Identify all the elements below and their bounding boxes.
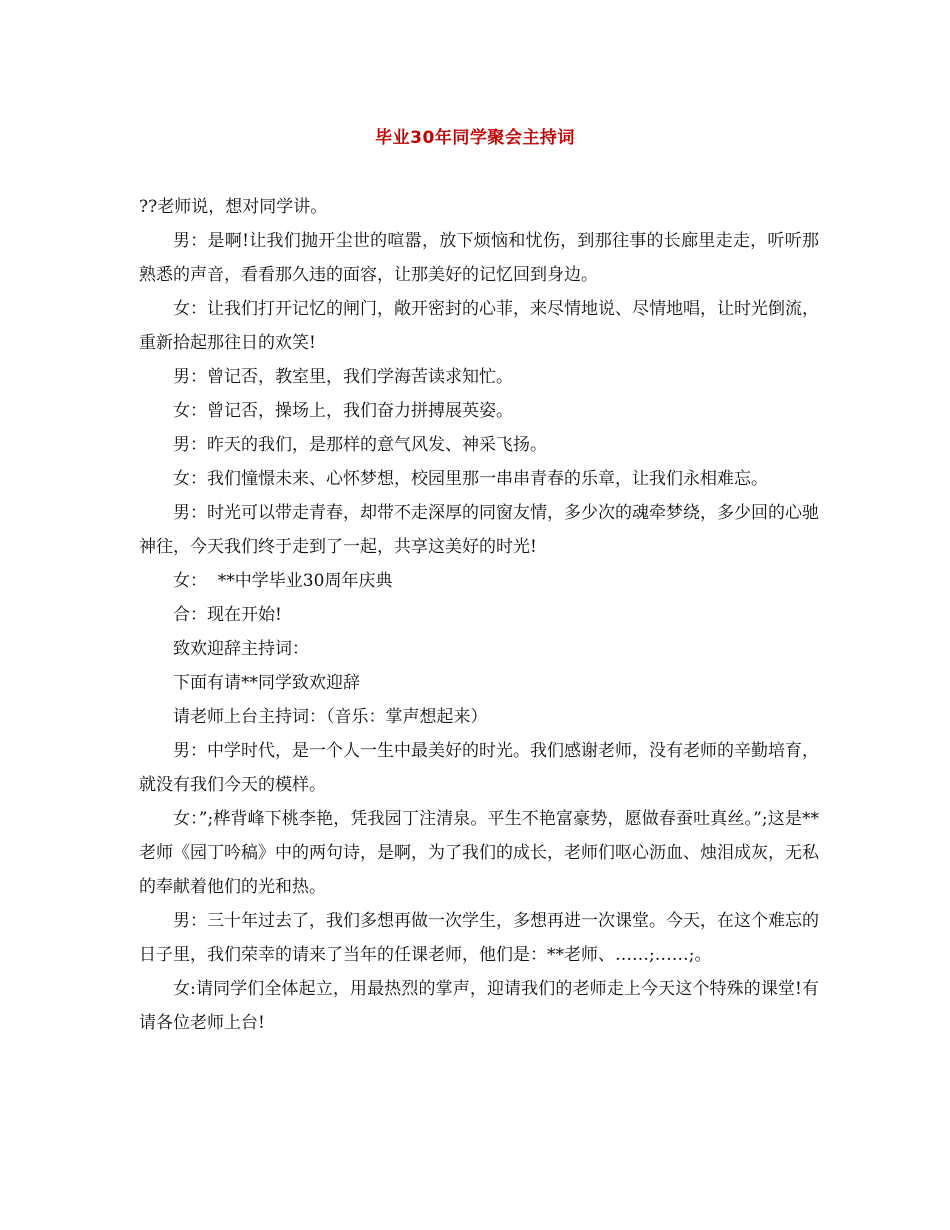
paragraph: 女:请同学们全体起立，用最热烈的掌声，迎请我们的老师走上今天这个特殊的课堂!有请各位老师上台!	[139, 979, 819, 1033]
paragraph: 请老师上台主持词：（音乐：掌声想起来）	[173, 707, 488, 727]
paragraph: 男：曾记否，教室里，我们学海苦读求知忙。	[173, 367, 513, 387]
paragraph: ??老师说，想对同学讲。	[139, 197, 328, 217]
paragraph: 男：三十年过去了，我们多想再做一次学生，多想再进一次课堂。今天，在这个难忘的日子里，我们荣幸的请来了当年的任课老师，他们是：**老师、……;……;。	[139, 911, 819, 965]
document-body	[139, 190, 819, 1040]
paragraph: 男：昨天的我们，是那样的意气风发、神采飞扬。	[173, 435, 547, 455]
paragraph: 女：我们憧憬未来、心怀梦想，校园里那一串串青春的乐章，让我们永相难忘。	[173, 469, 768, 489]
paragraph: 女：”;桦背峰下桃李艳，凭我园丁注清泉。平生不艳富豪势，愿做春蚕吐真丝。”;这是**老师《园丁吟稿》中的两句诗，是啊，为了我们的成长，老师们呕心沥血、烛泪成灰，无私的奉献着他们的光和热。	[139, 809, 819, 897]
document-title: 毕业30年同学聚会主持词	[375, 128, 575, 148]
paragraph: 男：时光可以带走青春，却带不走深厚的同窗友情，多少次的魂牵梦绕，多少回的心驰神往，今天我们终于走到了一起，共享这美好的时光!	[139, 503, 819, 557]
paragraph: 女：曾记否，操场上，我们奋力拼搏展英姿。	[173, 401, 513, 421]
paragraph: 合：现在开始!	[173, 605, 282, 625]
paragraph: 男：是啊!让我们抛开尘世的喧嚣，放下烦恼和忧伤，到那往事的长廊里走走，听听那熟悉的声音，看看那久违的面容，让那美好的记忆回到身边。	[139, 231, 819, 285]
paragraph: 女：让我们打开记忆的闸门，敞开密封的心菲，来尽情地说、尽情地唱，让时光倒流，重新拾起那往日的欢笑!	[139, 299, 819, 353]
paragraph: 男：中学时代，是一个人一生中最美好的时光。我们感谢老师，没有老师的辛勤培育，就没有我们今天的模样。	[139, 741, 819, 795]
paragraph: 下面有请**同学致欢迎辞	[173, 673, 360, 693]
paragraph: 女： **中学毕业30周年庆典	[173, 571, 393, 591]
paragraph: 致欢迎辞主持词：	[173, 639, 309, 659]
